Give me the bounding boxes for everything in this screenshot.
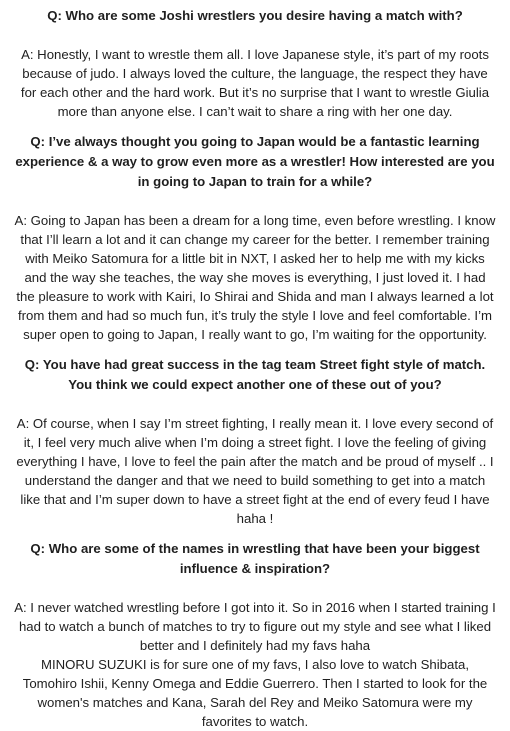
answer-3: A: Of course, when I say I’m street fighting, I really mean it. I love every second of it, I feel very much alive when I’m doing a street fight. I love the feeling of giving everything I have, I love to feel the pain after the match and be proud of myself .. I understand the danger and that we need to build something to get into a match like that and I’m super down to have a street fight at the end of every feud I have haha !	[16, 416, 494, 526]
qa-block-4	[14, 539, 496, 731]
qa-block-2	[14, 132, 496, 344]
answer-2: A: Going to Japan has been a dream for a long time, even before wrestling. I know that I’ll learn a lot and it can change my career for the better. I remember training with Meiko Satomura for a little bit in NXT, I asked her to help me with my kicks and the way she teaches, the way she moves is everything, I just loved it. I had the pleasure to work with Kairi, Io Shirai and Shida and man I always learned a lot from them and had so much fun, it’s truly the style I love and feel comfortable. I’m super open to going to Japan, I really want to go, I’m waiting for the opportunity.	[14, 213, 496, 342]
qa-block-3	[14, 355, 496, 528]
question-4: Q: Who are some of the names in wrestling that have been your biggest influence & inspiration?	[30, 541, 480, 576]
answer-1: A: Honestly, I want to wrestle them all. I love Japanese style, it’s part of my roots because of judo. I always loved the culture, the language, the respect they have for each other and the hard work. But it’s no surprise that I want to wrestle Giulia more than anyone else. I can’t wait to share a ring with her one day.	[20, 47, 490, 119]
question-2: Q: I’ve always thought you going to Japan would be a fantastic learning experience & a way to grow even more as a wrestler! How interested are you in going to Japan to train for a while?	[15, 134, 495, 189]
question-1: Q: Who are some Joshi wrestlers you desire having a match with?	[47, 8, 463, 23]
answer-4-continued: MINORU SUZUKI is for sure one of my favs, I also love to watch Shibata, Tomohiro Ishii, Kenny Omega and Eddie Guerrero. Then I started to look for the women's matches and Kana, Sarah del Rey and Meiko Satomura were my favorites to watch.	[22, 657, 488, 729]
answer-4: A: I never watched wrestling before I got into it. So in 2016 when I started training I had to watch a bunch of matches to try to figure out my style and see what I liked better and I definitely had my favs haha	[14, 600, 496, 653]
question-3: Q: You have had great success in the tag team Street fight style of match. You think we could expect another one of these out of you?	[24, 357, 486, 392]
qa-block-1	[14, 6, 496, 121]
